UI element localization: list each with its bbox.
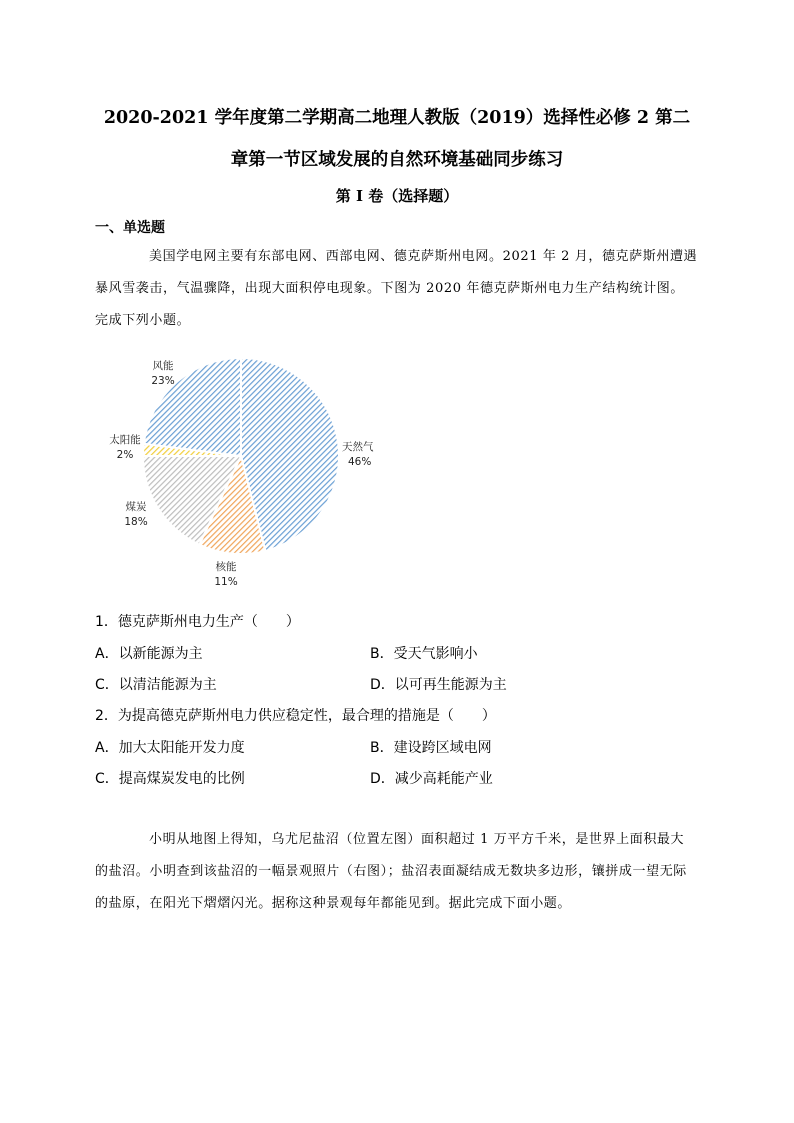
question-2-option-b[interactable]: B．建设跨区域电网 [370, 740, 492, 756]
pie-slice-5 [144, 358, 241, 456]
question-1-option-a[interactable]: A．以新能源为主 [95, 646, 203, 662]
question-1-stem: 1．德克萨斯州电力生产（ ） [95, 614, 300, 630]
pie-category-label: 太阳能 [109, 434, 141, 446]
pie-value-label: 2% [116, 449, 134, 461]
passage-2-line-3: 的盐原，在阳光下熠熠闪光。据称这种景观每年都能见到。据此完成下面小题。 [95, 896, 572, 911]
question-1-option-c[interactable]: C．以清洁能源为主 [95, 677, 217, 693]
passage-1-line-1: 美国学电网主要有东部电网、西部电网、德克萨斯州电网。2021 年 2 月，德克萨斯州遭遇 [149, 249, 698, 264]
pie-category-label: 天然气 [342, 441, 374, 453]
question-2-stem: 2．为提高德克萨斯州电力供应稳定性，最合理的措施是（ ） [95, 708, 496, 724]
passage-2-line-2: 的盐沼。小明查到该盐沼的一幅景观照片（右图）；盐沼表面凝结成无数块多边形，镶拼成一望无际 [95, 864, 687, 879]
pie-category-label: 风能 [152, 360, 174, 372]
document-title-line-1: 2020-2021 学年度第二学期高二地理人教版（2019）选择性必修 2 第二 [103, 108, 691, 128]
section-heading: 一、单选题 [95, 220, 165, 236]
passage-2-line-1: 小明从地图上得知，乌尤尼盐沼（位置左图）面积超过 1 万平方千米，是世界上面积最大 [149, 832, 685, 847]
pie-value-label: 46% [348, 456, 372, 468]
passage-2 [95, 824, 705, 920]
passage-1 [95, 241, 705, 337]
question-2-option-d[interactable]: D．减少高耗能产业 [370, 771, 493, 787]
passage-1-line-2: 暴风雪袭击，气温骤降，出现大面积停电现象。下图为 2020 年德克萨斯州电力生产结构统计图。 [95, 281, 684, 296]
question-1-option-d[interactable]: D．以可再生能源为主 [370, 677, 507, 693]
question-2-option-a[interactable]: A．加大太阳能开发力度 [95, 740, 245, 756]
pie-category-label: 核能 [215, 561, 237, 573]
pie-value-label: 18% [124, 516, 148, 528]
pie-category-label: 煤炭 [125, 501, 147, 513]
electricity-production-pie-chart [95, 352, 395, 592]
volume-heading: 第 I 卷（选择题） [335, 187, 459, 205]
question-1-option-b[interactable]: B．受天气影响小 [370, 646, 478, 662]
passage-1-line-3: 完成下列小题。 [95, 313, 191, 328]
pie-value-label: 23% [151, 375, 175, 387]
question-2-option-c[interactable]: C．提高煤炭发电的比例 [95, 771, 245, 787]
document-title-line-2: 章第一节区域发展的自然环境基础同步练习 [230, 150, 564, 170]
pie-value-label: 11% [214, 576, 238, 588]
